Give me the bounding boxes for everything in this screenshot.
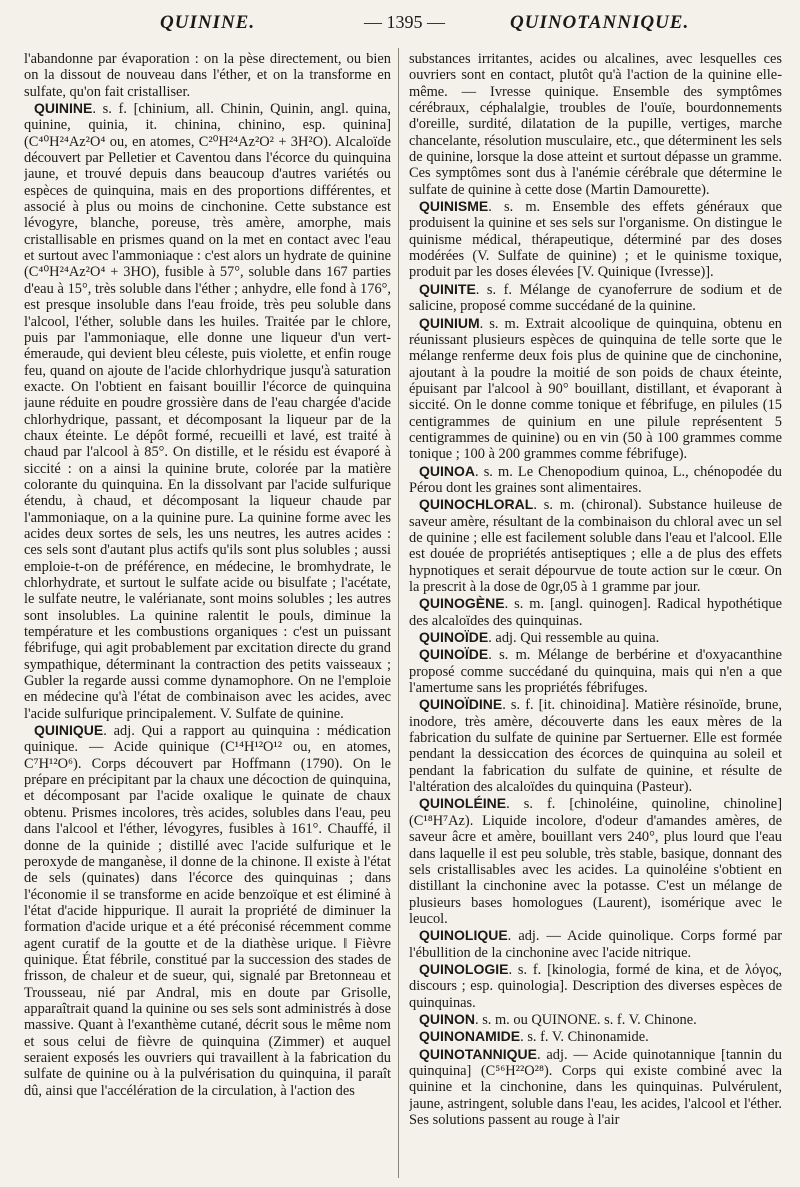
entry — [409, 961, 782, 1011]
entry-headword: QUINIQUE — [34, 722, 104, 739]
entry — [409, 795, 782, 927]
entry — [409, 646, 782, 696]
entry-text: substances irritantes, acides ou alcalines, avec lesquelles ces ouvriers sont en contact, plutôt qu'à l'action de la quinine elle-même. — Ivresse quinique. Ensemble des symptômes cérébraux, céphalalgie, troubles de l'ouïe, bourdonnements d'oreille, surdité, dilatation de la pupille, vertiges, marche chancelante, résolution musculaire, etc., que déterminent les sels de quinine, lorsque la dose atteint et surtout dépasse un gramme. Ces symptômes sont dus à l'anémie cérébrale que détermine le sulfate de quinine à cette dose (Martin Damourette). — [409, 51, 782, 198]
entry-headword: QUINOLIQUE — [419, 927, 508, 944]
entry-headword: QUINIUM — [419, 314, 480, 331]
right-running-title: QUINOTANNIQUE. — [510, 12, 690, 33]
entry-headword: QUINOÏDINE — [419, 696, 503, 713]
entry — [24, 100, 391, 722]
entry — [24, 50, 391, 100]
entry — [409, 696, 782, 795]
entry-text: . s. m. (chironal). Substance huileuse de saveur amère, résultant de la combinaison du chloral avec un sel de quinine ; elle est facilement soluble dans l'eau et l'alcool. Elle est douée de propriétés antiseptiques ; elle a de plus des effets hypnotiques et serait dépourvue de toute action sur le cœur. On la prescrit à la dose de 0gr,05 à 1 gramme par jour. — [409, 497, 782, 595]
entry-text: l'abandonne par évaporation : on la pèse directement, ou bien on la dissout de nouveau dans l'éther, et on la transforme en sulfate, qu'on fait cristalliser. — [24, 51, 391, 100]
entry-text: . s. f. [chinium, all. Chinin, Quinin, angl. quina, quinine, quinia, it. chinina, chinino, esp. quinina] (C⁴⁰H²⁴Az²O⁴ ou, en atomes, C²⁰H²⁴Az²O² + 3H²O). Alcaloïde découvert par Pelletier et Caventou dans l'écorce du quinquina jaune, et trouvé depuis dans beaucoup d'autres variétés ou espèces de quinquina, mais en des proportions différentes, et associé à plus ou moins de cinchonine. Cette substance est lévogyre, blanche, poreuse, très amère, amorphe, mais cristallisable en prismes quand on la met en contact avec l'eau et surtout avec l'ammoniaque : c'est alors un hydrate de quinine (C⁴⁰H²⁴Az²O⁴ + 3HO), fusible à 57°, soluble dans 167 parties d'eau à 15°, très soluble dans l'éther ; anhydre, elle fond à 176°, est presque insoluble dans l'eau froide, très peu soluble dans l'alcool, l'éther, soluble dans les huiles. Traitée par le chlore, puis par l'ammoniaque, elle donne une liqueur d'un vert-émeraude, qui devient bleu céleste, puis violette, et enfin rouge feu, quand on ajoute de l'acide chlorhydrique jusqu'à saturation exacte. On l'obtient en faisant bouillir l'écorce de quinquina jaune réduite en poudre grossière dans de l'eau chargée d'acide chlorhydrique, passant, et décomposant la liqueur par de la chaux éteinte. Le dépôt formé, recueilli et lavé, est traité à chaud par l'alcool à 85°. On distille, et le résidu est évaporé à siccité : on a ainsi la quinine brute, colorée par la matière colorante du quinquina. En la dissolvant par l'acide sulfurique étendu, à chaud, et décomposant la liqueur chaude par l'ammoniaque, on a la quinine pure. La quinine forme avec les acides deux sortes de sels, les uns neutres, les autres acides : ces sels sont d'autant plus actifs qu'ils sont plus solubles ; aussi emploie-t-on de préférence, en médecine, le bromhydrate, le chlorhydrate, et surtout le sulfate acide ou bisulfate ; l'acétate, le sulfate neutre, le valérianate, sont moins solubles ; les autres sont insolubles. La quinine ralentit le pouls, diminue la température et les combustions organiques : c'est un puissant fébrifuge, qui agit probablement par excitation directe du grand sympathique, déterminant la contraction des petits vaisseaux ; Gubler la regarde aussi comme dynamophore. On ne l'emploie en médecine qu'à l'état de combinaison avec les acides, avec l'acide sulfurique principalement. V. Sulfate de quinine. — [24, 101, 391, 722]
entry — [409, 1011, 782, 1028]
entry — [409, 629, 782, 646]
left-column — [24, 50, 391, 1180]
entry-text: . s. m. Extrait alcoolique de quinquina, obtenu en réunissant plusieurs espèces de quinquina de telle sorte que le mélange renferme deux fois plus de quinine que de cinchonine, ajoutant à la poudre la moitié de son poids de chaux éteinte, épuisant par l'alcool à 90° bouillant, distillant, et évaporant à siccité. On le donne comme tonique et fébrifuge, en pilules (15 centigrammes de quinium en une pilule représentent 5 centigrammes de quinine) ou en vin (50 à 100 grammes comme tonique ; 100 à 200 grammes comme fébrifuge). — [409, 315, 782, 463]
entry — [409, 1028, 782, 1045]
entry-headword: QUINOTANNIQUE — [419, 1045, 537, 1062]
entry-text: . adj. — Acide quinotannique [tannin du quinquina] (C⁵⁶H²²O²⁸). Corps qui existe combiné avec la quinine et la cinchonine, dans les quinquinas. Pulvérulent, jaune, astringent, soluble dans l'eau, les acides, l'alcool et l'éther. Ses solutions passent au rouge à l'air — [409, 1046, 782, 1128]
entry-text: . s. m. Ensemble des effets généraux que produisent la quinine et ses sels sur l'organisme. On distingue le quinisme médical, thérapeutique, déterminé par des doses modérées (V. Sulfate de quinine) ; et le quinisme toxique, produit par les doses élevées [V. Quinique (Ivresse)]. — [409, 199, 782, 281]
entry-headword: QUINOLOGIE — [419, 960, 509, 977]
entry-text: . s. m. [angl. quinogen]. Radical hypothétique des alcaloïdes des quinquinas. — [409, 596, 782, 629]
entry-headword: QUINISME — [419, 198, 489, 215]
entry-headword: QUINITE — [419, 280, 476, 297]
left-running-title: QUININE. — [160, 12, 256, 33]
entry-headword: QUINONAMIDE — [419, 1028, 521, 1045]
entry-headword: QUINOÏDE — [419, 629, 489, 646]
entry-text: . s. f. [kinologia, formé de kina, et de λόγος, discours ; esp. quinologia]. Description des diverses espèces de quinquinas. — [409, 961, 782, 1011]
entry — [409, 463, 782, 497]
entry — [409, 927, 782, 961]
entry — [409, 1046, 782, 1129]
entry-text: . adj. — Acide quinolique. Corps formé par l'ébullition de la cinchonine avec l'acide nitrique. — [409, 928, 782, 961]
entry — [409, 198, 782, 281]
entry-text: . s. f. V. Chinonamide. — [520, 1029, 649, 1046]
entry-text: . s. f. [chinoléine, quinoline, chinoline] (C¹⁸H⁷Az). Liquide incolore, d'odeur d'amandes amères, de saveur âcre et amère, bouillant vers 240°, plus lourd que l'eau dans laquelle il est peu soluble, très stable, basique, donnant des sels cristallisables avec les acides. La quinoléine s'obtient en distillant la cinchonine avec la potasse. C'est un mélange de plusieurs bases homologues (Laurent), isomérique avec le leucol. — [409, 796, 782, 927]
entry-headword: QUINOGÈNE — [419, 595, 505, 612]
entry-text: . s. m. ou QUINONE. s. f. V. Chinone. — [475, 1011, 697, 1028]
right-column — [409, 50, 782, 1180]
entry — [409, 595, 782, 629]
entry-text: . adj. Qui ressemble au quina. — [488, 630, 660, 647]
page-number: — 1395 — — [364, 12, 445, 32]
entry-text: . s. m. Mélange de berbérine et d'oxyacanthine proposé comme succédané du quinquina, mais qui n'en a que l'amertume sans les propriétés fébrifuges. — [409, 647, 782, 697]
entry-headword: QUINOÏDE — [419, 646, 489, 663]
entry — [24, 722, 391, 1099]
entry-headword: QUINON — [419, 1010, 475, 1027]
entry — [409, 281, 782, 315]
entry — [409, 315, 782, 463]
entry-headword: QUINOCHLORAL — [419, 496, 534, 513]
entry — [409, 496, 782, 595]
column-divider — [398, 48, 399, 1178]
entry-text: . s. f. [it. chinoidina]. Matière résinoïde, brune, inodore, très amère, découverte dans les eaux mères de la fabrication du sulfate de quinine par Sertuerner. Elle est formée pendant la dessiccation des écorces de quinquina au soleil et pendant la fabrication du sulfate de quinine, et résulte de l'altération des alcaloïdes du quinquina (Pasteur). — [409, 697, 782, 796]
entry-headword: QUININE — [34, 100, 93, 117]
entry-text: . s. f. Mélange de cyanoferrure de sodium et de salicine, proposé comme succédané de la quinine. — [409, 281, 782, 315]
entry-text: . s. m. Le Chenopodium quinoa, L., chénopodée du Pérou dont les graines sont alimentaires. — [409, 463, 782, 496]
running-header — [0, 6, 800, 46]
entry-text: . adj. Qui a rapport au quinquina : médication quinique. — Acide quinique (C¹⁴H¹²O¹² ou, en atomes, C⁷H¹²O⁶). Corps découvert par Hoffmann (1790). On le prépare en précipitant par la chaux une décoction de quinquina, et décomposant par l'acide oxalique le quinate de chaux obtenu. Prismes incolores, très acides, solubles dans l'eau, peu dans l'alcool et l'éther, lévogyres, fusibles à 161°. Chauffé, il donne de la quinide ; distillé avec l'acide sulfurique et le peroxyde de manganèse, il donne de la chinone. Il existe à l'état de sels (quinates) dans l'écorce des quinquinas ; dans l'économie il se transforme en acide benzoïque et est éliminé à l'état d'acide hippurique. Il aurait la propriété de diminuer la formation d'acide urique et a été préconisé récemment comme agent curatif de la goutte et de la diathèse urique. ‖ Fièvre quinique. État fébrile, constitué par la succession des stades de frisson, de chaleur et de sueur, qui, signalé par Bretonneau et Trousseau, nié par Andral, mis en doute par Grisolle, apparaîtrait quand la quinine ou ses sels sont administrés à dose massive. Quant à l'exanthème cutané, décrit sous le même nom et sous celui de fièvre de quinquina (Zimmer) et auquel seraient exposés les ouvriers qui travaillent à la fabrication du sulfate de quinine ou à la pulvérisation du quinquina, il paraît dû, ainsi que l'accélération de la circulation, à l'action des — [24, 723, 391, 1099]
entry-headword: QUINOLÉINE — [419, 795, 507, 812]
entry-headword: QUINOA — [419, 462, 475, 479]
entry — [409, 50, 782, 198]
